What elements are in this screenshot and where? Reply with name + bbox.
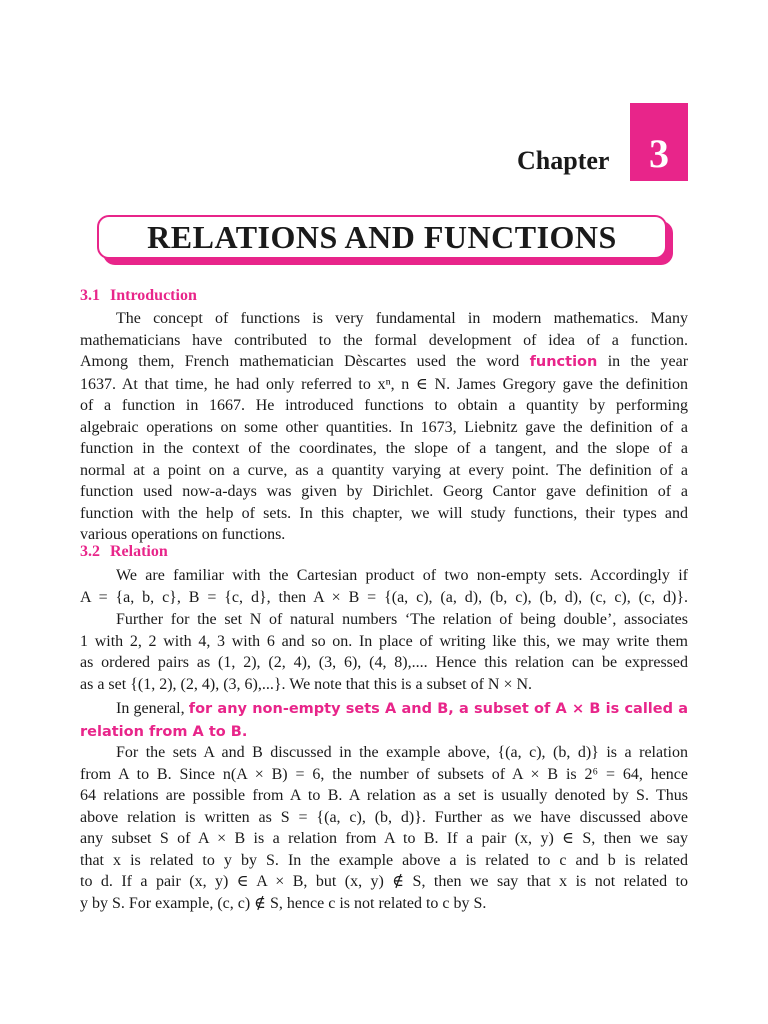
- relation-definition-paragraph: [80, 698, 688, 743]
- text-line: function used now-a-days was given by Dirichlet. Georg Cantor gave definition of a: [80, 483, 688, 500]
- text-line: Further for the set N of natural numbers ‘The relation of being double’, associates: [116, 611, 688, 628]
- text-line: as ordered pairs as (1, 2), (2, 4), (3, 6), (4, 8),.... Hence this relation can be expressed: [80, 654, 688, 671]
- text-line: normal at a point on a curve, as a quantity varying at every point. The definition of a: [80, 461, 688, 479]
- intro-paragraph: [80, 308, 688, 546]
- chapter-number-badge: 3: [630, 103, 688, 181]
- text-line: mathematicians have contributed to the formal development of idea of a function.: [80, 331, 688, 349]
- text-line: In general, for any non-empty sets A and B, a subset of A × B is called a: [116, 700, 688, 717]
- chapter-title-frame: [97, 215, 673, 265]
- text-line: We are familiar with the Cartesian product of two non-empty sets. Accordingly if: [116, 567, 688, 584]
- chapter-label: Chapter: [517, 146, 610, 175]
- text-line: above relation is written as S = {(a, c), (b, d)}. Further as we have discussed above: [80, 808, 688, 826]
- text-line: to d. If a pair (x, y) ∈ A × B, but (x, y) ∉ S, then we say that x is not related to: [80, 873, 688, 890]
- text-line: function in the context of the coordinates, the slope of a tangent, and the slope of a: [80, 440, 688, 457]
- section-title: Relation: [110, 543, 168, 560]
- text-line: any subset S of A × B is a relation from A to B. If a pair (x, y) ∈ S, then we say: [80, 830, 688, 847]
- section-heading-introduction: [80, 287, 197, 305]
- definition-highlight: for any non-empty sets A and B, a subset of A × B is called a: [188, 701, 688, 717]
- text-line: function with the help of sets. In this chapter, we will study functions, their types and: [80, 504, 688, 522]
- text-line: y by S. For example, (c, c) ∉ S, hence c is not related to c by S.: [80, 894, 487, 912]
- text-line: The concept of functions is very fundamental in modern mathematics. Many: [116, 310, 688, 327]
- relation-paragraph-4: [80, 742, 688, 914]
- text-line: of a function in 1667. He introduced functions to obtain a quantity by performing: [80, 397, 688, 414]
- text-line: from A to B. Since n(A × B) = 6, the number of subsets of A × B is 2⁶ = 64, hence: [80, 765, 688, 783]
- relation-paragraph-1: [80, 565, 688, 608]
- text-line: 1 with 2, 2 with 4, 3 with 6 and so on. In place of writing like this, we may write them: [80, 632, 688, 650]
- text-line: 64 relations are possible from A to B. A relation as a set is usually denoted by S. Thus: [80, 787, 688, 804]
- text-line: A = {a, b, c}, B = {c, d}, then A × B = {(a, c), (a, d), (b, c), (b, d), (c, c), (c, d)}.: [80, 588, 688, 606]
- text-line: as a set {(1, 2), (2, 4), (3, 6),...}. We note that this is a subset of N × N.: [80, 675, 533, 693]
- definition-highlight: relation from A to B.: [80, 723, 248, 740]
- text-line: various operations on functions.: [80, 526, 286, 543]
- chapter-title: RELATIONS AND FUNCTIONS: [147, 218, 617, 255]
- text-line: that x is related to y by S. In the example above a is related to c and b is related: [80, 851, 688, 869]
- section-heading-relation: [80, 543, 168, 561]
- text-line: For the sets A and B discussed in the example above, {(a, c), (b, d)} is a relation: [116, 744, 688, 761]
- highlight-term: function: [529, 354, 598, 370]
- text-line: 1637. At that time, he had only referred to xⁿ, n ∈ N. James Gregory gave the definition: [80, 375, 688, 393]
- section-number: 3.2: [80, 543, 100, 560]
- relation-paragraph-2: [80, 609, 688, 695]
- section-title: Introduction: [110, 287, 197, 304]
- section-number: 3.1: [80, 287, 100, 304]
- text-line: [80, 721, 688, 744]
- text-line: algebraic operations on some other quantities. In 1673, Liebnitz gave the definition of a: [80, 418, 688, 436]
- text-line: Among them, French mathematician Dèscartes used the word function in the year: [80, 353, 689, 370]
